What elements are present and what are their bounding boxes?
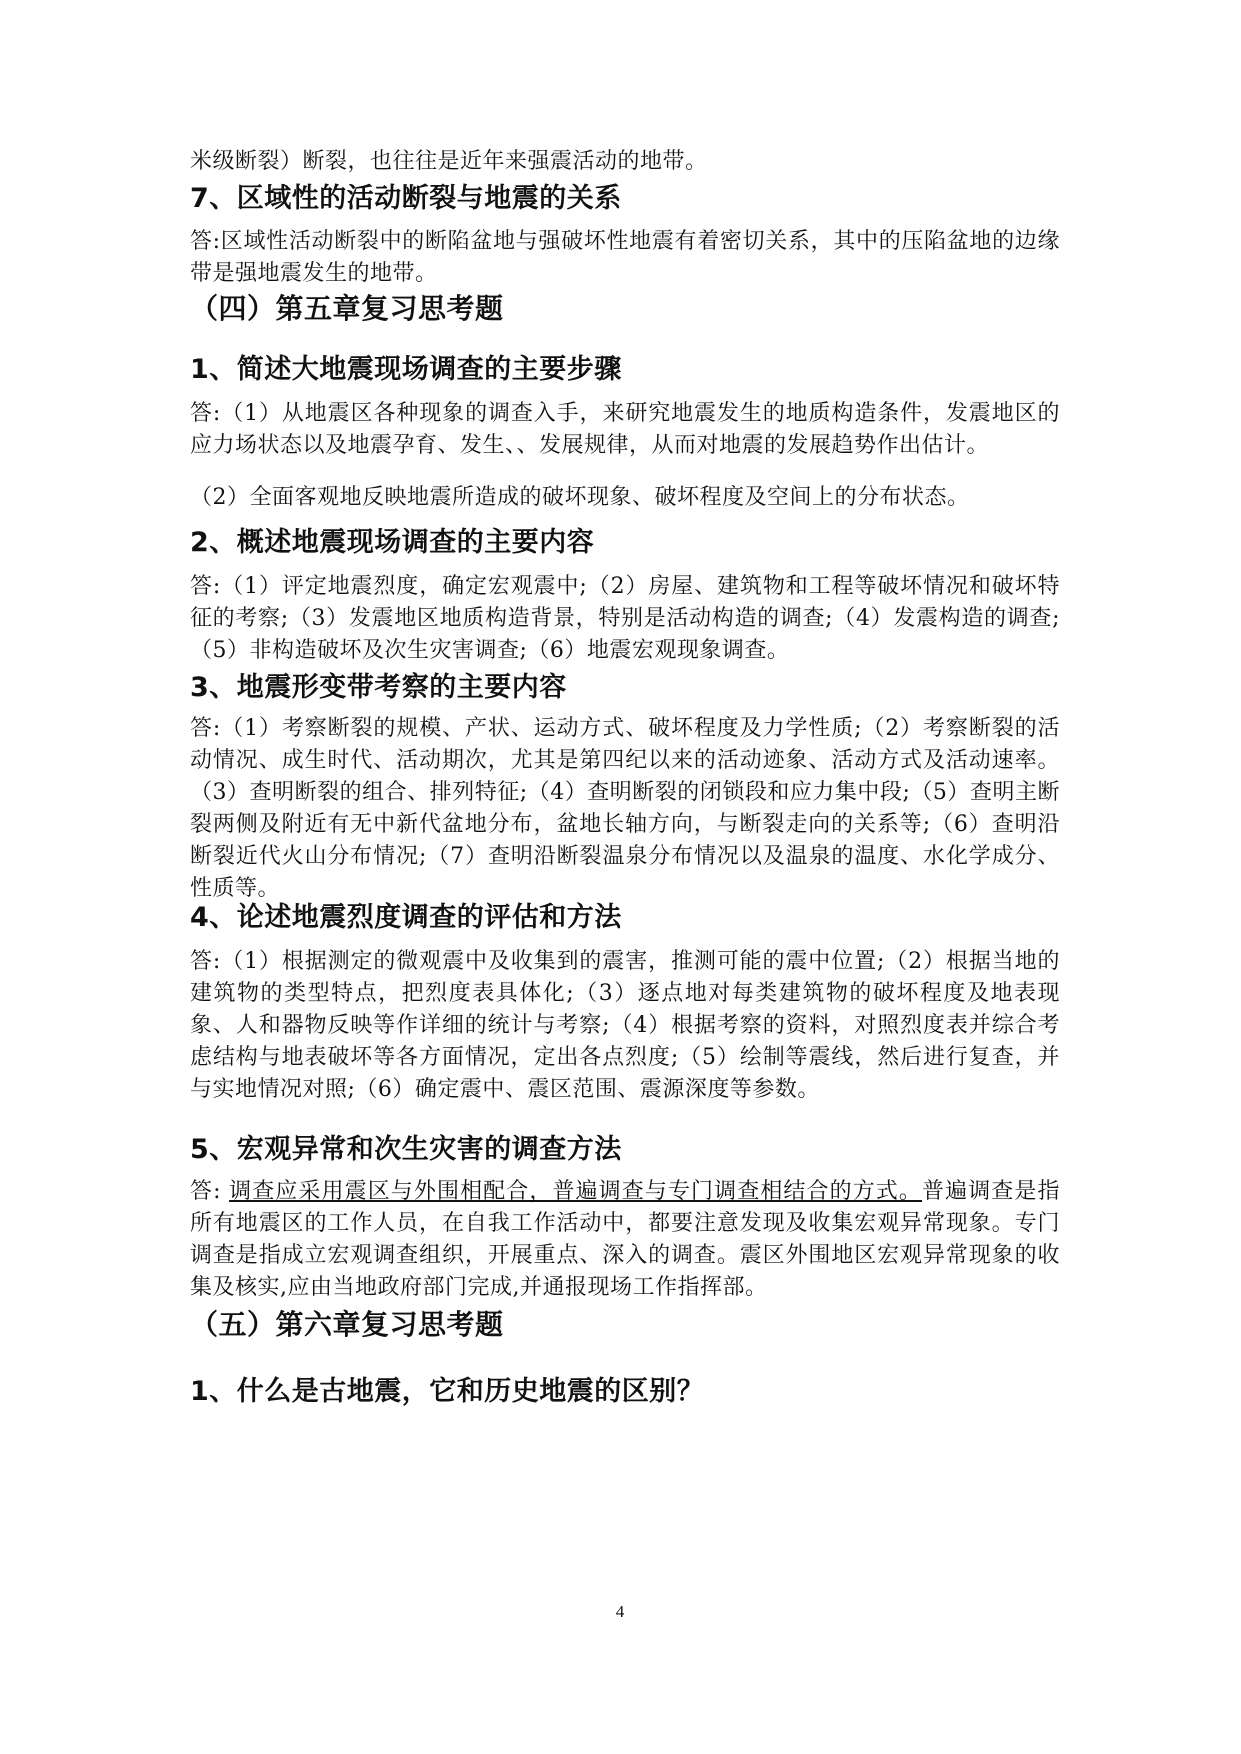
heading-s5-macro-anomaly: 5、宏观异常和次生灾害的调查方法 [190,1134,622,1165]
document-page [190,0,1060,1754]
answer-s2: 答:（1）评定地震烈度，确定宏观震中;（2）房屋、建筑物和工程等破坏情况和破坏特征的考察;（3）发震地区地质构造背景，特别是活动构造的调查;（4）发震构造的调查;（5）非构造破坏及次生灾害调查;（6）地震宏观现象调查。 [190,574,1060,663]
paragraph-continuation: 米级断裂）断裂，也往往是近年来强震活动的地带。 [190,149,708,174]
heading-s1-survey-steps: 1、简述大地震现场调查的主要步骤 [190,354,622,385]
heading-q7-fault-earthquake: 7、区域性的活动断裂与地震的关系 [190,183,622,214]
chapter-heading-6: （五）第六章复习思考题 [190,1308,504,1341]
answer-s1-part1: 答:（1）从地震区各种现象的调查入手，来研究地震发生的地质构造条件，发震地区的应力场状态以及地震孕育、发生、、发展规律，从而对地震的发展趋势作出估计。 [190,401,1060,458]
page-number: 4 [615,1602,625,1621]
heading-s3-deformation-belt: 3、地震形变带考察的主要内容 [190,672,567,703]
answer-q7: 答:区域性活动断裂中的断陷盆地与强破坏性地震有着密切关系，其中的压陷盆地的边缘带是强地震发生的地带。 [190,229,1060,286]
heading-s6-paleo-earthquake: 1、什么是古地震，它和历史地震的区别？ [190,1376,705,1407]
answer-s4: 答:（1）根据测定的微观震中及收集到的震害，推测可能的震中位置;（2）根据当地的建筑物的类型特点，把烈度表具体化;（3）逐点地对每类建筑物的破坏程度及地表现象、人和器物反映等作详细的统计与考察;（4）根据考察的资料，对照烈度表并综合考虑结构与地表破坏等各方面情况，定出各点烈度;（5）绘制等震线，然后进行复查，并与实地情况对照;（6）确定震中、震区范围、震源深度等参数。 [190,949,1060,1102]
answer-s5-underlined: 调查应采用震区与外围相配合，普遍调查与专门调查相结合的方式。 [229,1179,923,1204]
answer-s3: 答:（1）考察断裂的规模、产状、运动方式、破坏程度及力学性质;（2）考察断裂的活动情况、成生时代、活动期次，尤其是第四纪以来的活动迹象、活动方式及活动速率。（3）查明断裂的组合、排列特征;（4）查明断裂的闭锁段和应力集中段;（5）查明主断裂两侧及附近有无中新代盆地分布，盆地长轴方向，与断裂走向的关系等;（6）查明沿断裂近代火山分布情况;（7）查明沿断裂温泉分布情况以及温泉的温度、水化学成分、性质等。 [190,716,1060,901]
answer-s5 [190,1176,1060,1304]
chapter-heading-5: （四）第五章复习思考题 [190,292,504,325]
answer-s1-part2: （2）全面客观地反映地震所造成的破坏现象、破坏程度及空间上的分布状态。 [190,485,970,510]
heading-s4-intensity-survey: 4、论述地震烈度调查的评估和方法 [190,902,622,933]
answer-s5-rest: 普遍调查是指所有地震区的工作人员，在自我工作活动中，都要注意发现及收集宏观异常现象。专门调查是指成立宏观调查组织，开展重点、深入的调查。震区外围地区宏观异常现象的收集及核实,应由当地政府部门完成,并通报现场工作指挥部。 [190,1179,1060,1300]
answer-s5-prefix: 答: [190,1179,230,1204]
heading-s2-survey-content: 2、概述地震现场调查的主要内容 [190,527,595,558]
